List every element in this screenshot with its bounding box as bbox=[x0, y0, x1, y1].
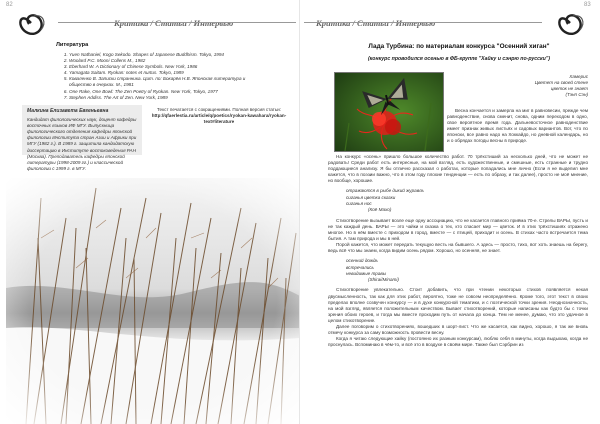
author-box bbox=[22, 105, 142, 171]
right-header bbox=[316, 6, 587, 40]
reference-item: 2. Woolard P.C. Mooni Collens M., 1982 bbox=[69, 58, 246, 64]
left-section-title: Критика / Статьи / Интервью bbox=[114, 18, 234, 28]
right-section-title: Критика / Статьи / Интервью bbox=[316, 18, 436, 28]
publication-note bbox=[150, 107, 288, 125]
reference-item: 1. Yuen Nathaniel, Kogo Sekodo. Shapes of Japanese Buddhism. Tokyo, 1994 bbox=[69, 52, 246, 58]
haiku-line: отражаются в рыбе дикий журавль bbox=[346, 188, 424, 194]
swirl-logo-icon bbox=[14, 8, 48, 38]
article-title: Лада Турбина: по материалам конкурса "Осенний хиган" bbox=[368, 43, 550, 50]
paragraph: Стихотворение вызывает возле еще одну ассоциацию, что не касается главного приёма 70-е. Стрелы ВАРЫ, пусть и не так каждый день. ВАРЫ — это чайки и сказка о тех, кто спасает мир — цветок. И в этих трёхстишиях отражено многое. Но в нём вместе с приходом в город, вместе — с птицей, приходит и осень. В стихах часто встречается тема бытия. А там природа и мы в ней. bbox=[328, 217, 588, 241]
reference-item: 4. Yamagata Saitam. Ryokan: notes et nurtus. Tokyo, 1989 bbox=[69, 70, 246, 76]
haiku-line: осенний дождь bbox=[346, 258, 378, 264]
epigraph-line: (Тэнп Сэн) bbox=[565, 92, 588, 98]
haiku-1 bbox=[346, 188, 588, 213]
haiku-line: сиганья нос bbox=[346, 201, 372, 207]
epigraph bbox=[522, 74, 588, 98]
reference-item: 3. Eberhard W. A Dictionary of Chinese Symbols. New York, 1986 bbox=[69, 64, 246, 70]
haiku-author: (Shirai/Minami) bbox=[368, 277, 399, 283]
paragraph: Далее поговорим о стихотворениях, вошедших в шорт-лист. Что же касается, как видно, хорошо, я так же вновь отмечу конкурса за саму возможность провести весну. bbox=[328, 323, 588, 336]
butterfly-flower-photo bbox=[334, 72, 444, 152]
author-bio: Кандидат филологических наук, доцент кафедры восточных языков ИФ МГУ. Выпускница филологического отделения кафедры японской филологии Института стран Азии и Африки при МГУ (1982 г.). В 1989 г. защитила кандидатскую диссертацию в Институте востоковедения РАН (Москва). Преподаватель кафедры японской литературы (1998-2009 гг.) и классической филологии с 1999 г. в МГУ. bbox=[27, 117, 137, 171]
article-body bbox=[328, 154, 588, 422]
reference-item: 5. Коваленко В. Записки странника. Цит. по: Бокарёв Н.В. Японская литература и общество в очерках. М., 1981 bbox=[69, 76, 246, 88]
left-page-number: 82 bbox=[6, 2, 13, 8]
haiku-author: (Коё Махо) bbox=[368, 207, 392, 213]
literature-block bbox=[56, 42, 246, 101]
right-page-number: 83 bbox=[584, 2, 591, 8]
reference-item: 7. Stephen Addiss. The Art of Zen. New York, 1989 bbox=[69, 95, 246, 101]
intro-paragraph-column bbox=[447, 108, 588, 154]
paragraph: На конкурс «осень» пришло большое количество работ. 70 трёхстиший за несколько дней, что не может не радовать! Среди работ есть интересные, на мой взгляд, есть художественные, и смешные, есть странные и трудно поддающиеся анализу. Я бы отлично рассказал о работах, которые попадались мне лично (Если я не выделил мне кажется, что в поэзии важно, что в этом году плохие тенденции — есть по образу, и так далее), просто не моё мнение, но вообще, хорошие. bbox=[328, 154, 588, 184]
epigraph-line: Цветет на своей стене bbox=[534, 80, 588, 86]
haiku-2 bbox=[346, 258, 588, 283]
publication-link[interactable]: http://qfaerlestia.ru/article/q/poetics/ryokan-kawahara/ryokan-text#literature bbox=[151, 113, 287, 125]
paragraph: Стихотворение увлекательно. Стоит добавить, что при чтении некоторых стихов появляется некая двусмысленность, так как для этих работ, вероятно, тоже не совсем неопределённо. Кроме того, этот текст в своих пределах вполне созвучен конкурсу — и в духе конкурсной тематики, и с поэтической точки зрения. Неоднозначность, на мой взгляд, является положительным качеством. Бывает стихотворений, которые написаны как будто бы с точки зрения обоих героев, и тогда мы вместе проходим путь от начала до конца. Тем не менее, думаю, что это удачное в целом стихотворение. bbox=[328, 287, 588, 323]
paragraph: Когда я читаю следующие хайку (постоянно их разным конкурсам), люблю себя в минуты, когда выдыхаю, когда не проснулась. Вспоминаю в чём-то, и всё это в воздухе в своём мире. Также был Сэрбрин из bbox=[328, 336, 588, 348]
reference-list bbox=[56, 52, 246, 101]
article-subtitle: (конкурс проводился осенью в ФБ-группе "Хайку и сэнрю по-русски") bbox=[367, 56, 551, 62]
literature-heading: Литература bbox=[56, 42, 89, 48]
right-header-rule bbox=[304, 22, 542, 23]
paragraph: Порой кажется, что может передать текущую весть на бывшего. А здесь — просто, тихо, вот хоть знаешь на берегу, ведь всё что мы знаем, когда видим осень рядом. Хорошо, но осенняя, не знает. bbox=[328, 242, 588, 254]
epigraph-line: Хамерис bbox=[569, 74, 588, 79]
paragraph: Весна кончается и замерла на миг в равновесии, прежде чем равноденствие, снова сменит, снова, одним переходом в одно, свое вероятное время года. Дальневосточное равноденствие имеет признак живых листьях и садовых вариантов. Вот, что по японски, все равно надо на Хоккайдо, но дневной календарь, но и о обрядах погоды весны в природе. bbox=[447, 108, 588, 144]
left-header bbox=[14, 6, 233, 40]
haiku-line: сиганья цветка сказки bbox=[346, 194, 396, 200]
reference-item: 6. One Rake, One Bowl: The Zen Poetry of Ryokan. New York, Tokyo, 1977 bbox=[69, 89, 246, 95]
epigraph-line: цветок не знает bbox=[550, 86, 588, 92]
right-page bbox=[300, 0, 600, 424]
winter-reeds-photo bbox=[6, 178, 300, 424]
publication-text: Текст печатается с сокращениями. Полная версия статьи: bbox=[156, 107, 281, 112]
left-header-rule bbox=[58, 22, 296, 23]
haiku-line: невидимые травы bbox=[346, 270, 387, 276]
swirl-logo-icon bbox=[553, 8, 587, 38]
haiku-line: встречались bbox=[346, 264, 374, 270]
author-name: Малкина Елизавета Евгеньевна bbox=[27, 108, 109, 114]
